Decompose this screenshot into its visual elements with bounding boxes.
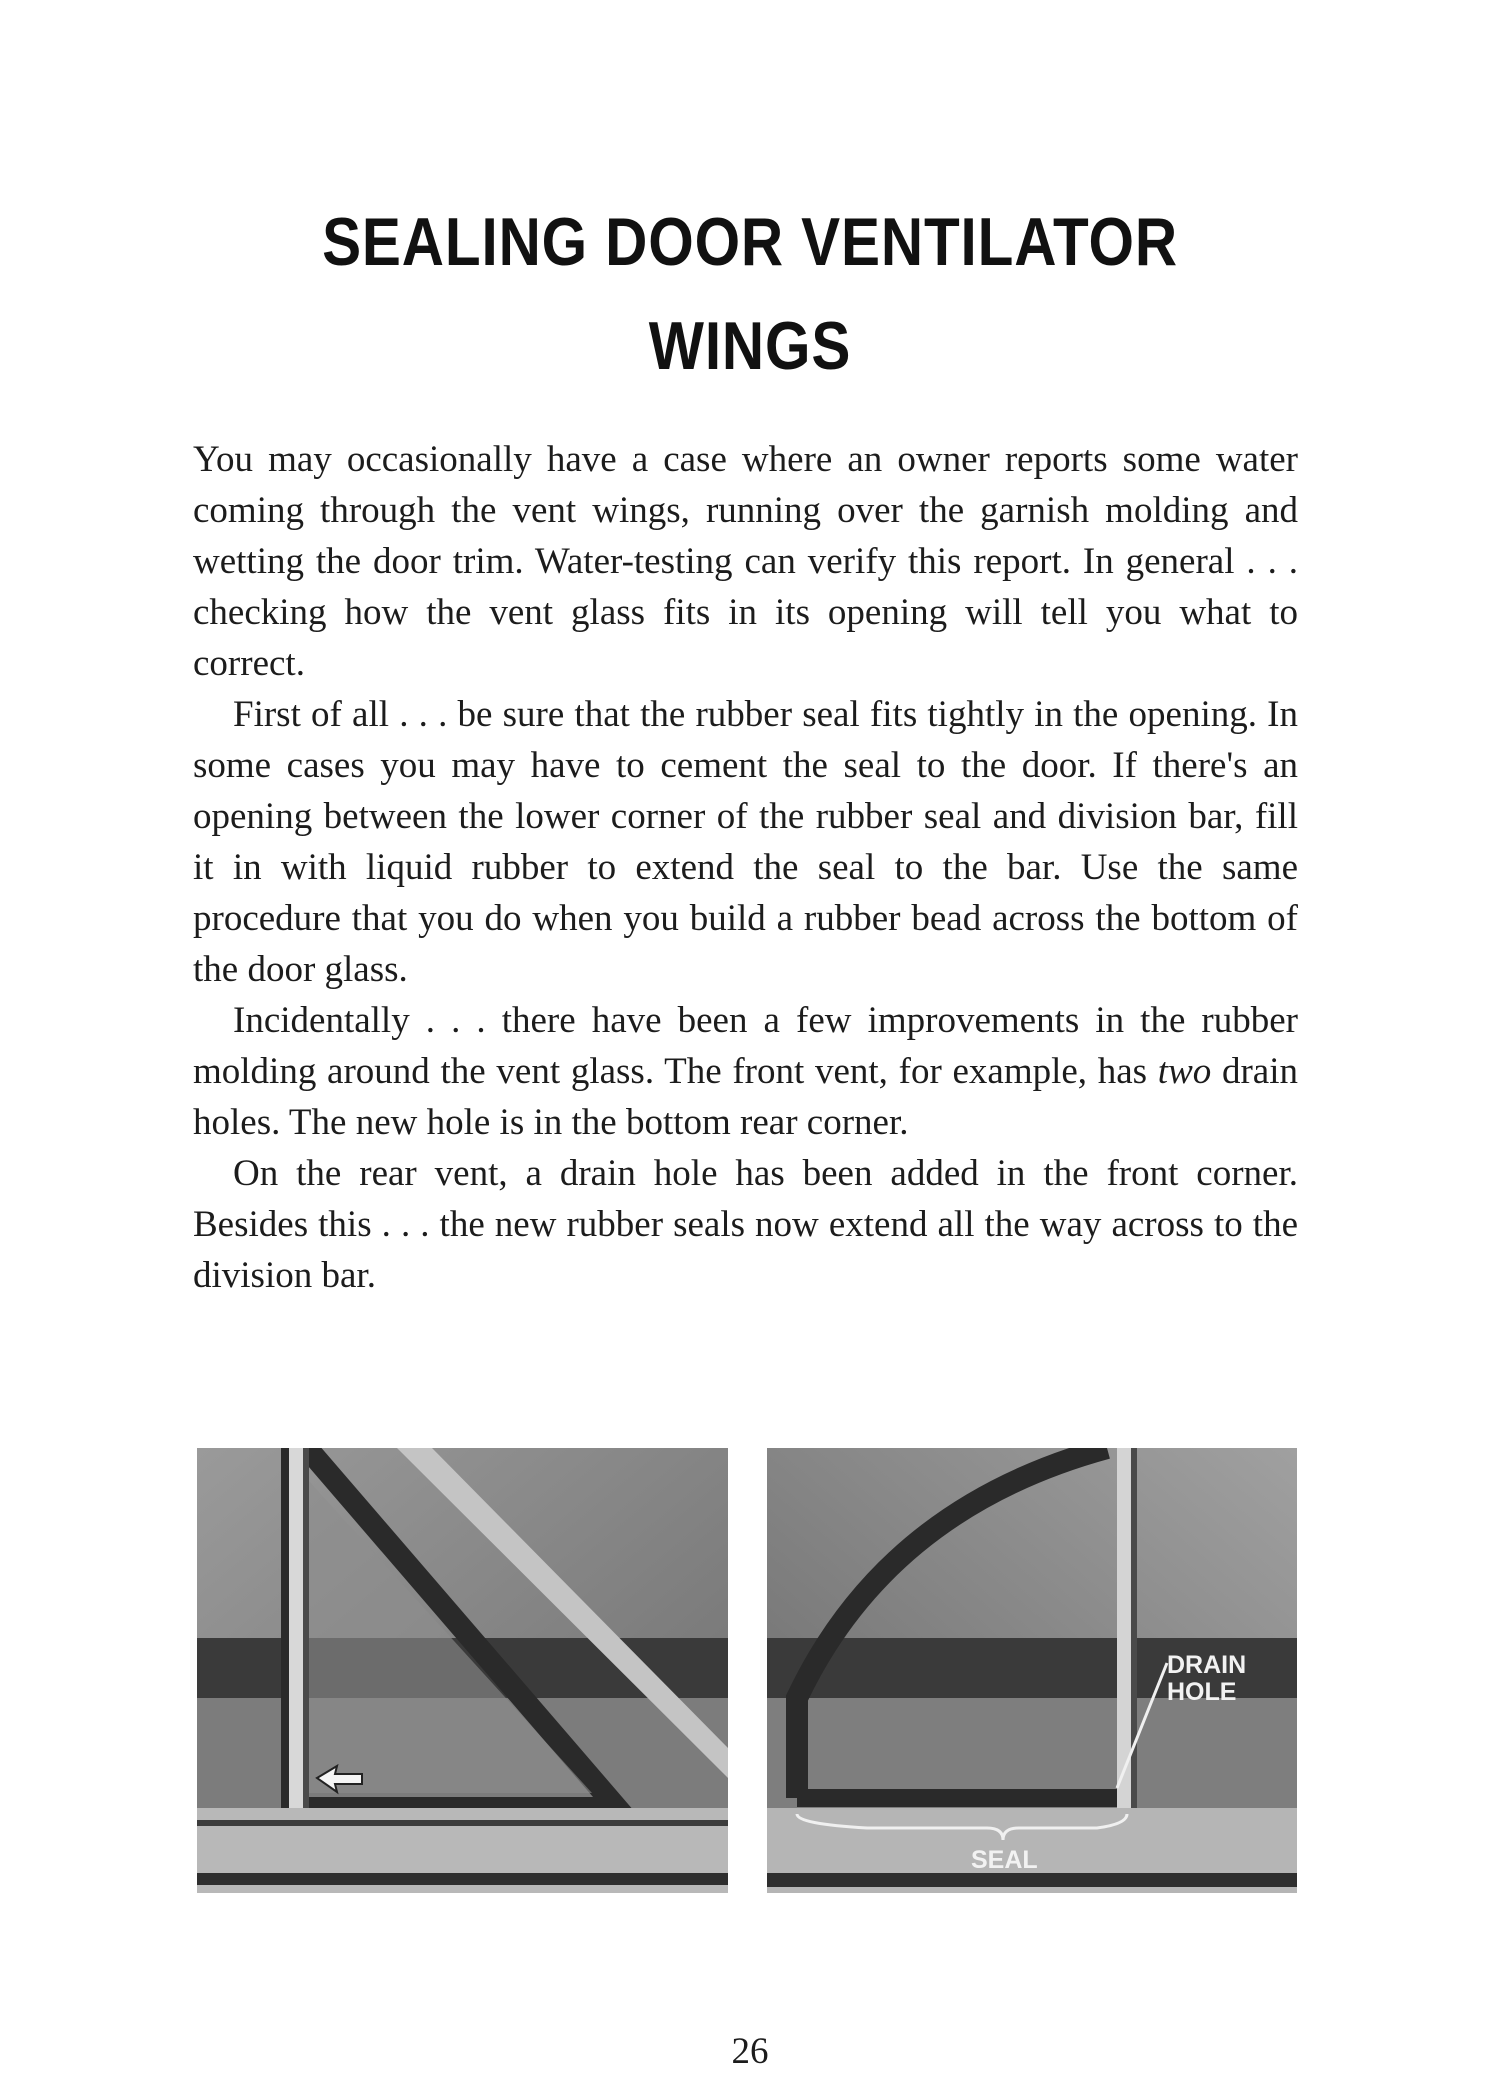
page-title <box>105 190 1395 398</box>
paragraph-2: First of all . . . be sure that the rubber seal fits tightly in the opening. In some cases you may have to cement the seal to the door. If there's an opening between the lower corner of the rubber seal and division bar, fill it in with liquid rubber to extend the seal to the bar. Use the same procedure that you do when you build a rubber bead across the bottom of the door glass. <box>193 694 1298 990</box>
paragraph-3-before: Incidentally . . . there have been a few improvements in the rubber molding around the vent glass. The front vent, for example, has <box>193 1000 1298 1092</box>
article-body <box>193 434 1298 1301</box>
paragraph-4: On the rear vent, a drain hole has been added in the front corner. Besides this . . . the new rubber seals now extend all the way across to the division bar. <box>193 1153 1298 1296</box>
front-vent-photo <box>197 1448 728 1893</box>
paragraph-3 <box>193 995 1298 1148</box>
drain-hole-label-line-1: DRAIN <box>1167 1651 1247 1679</box>
paragraph-3-after: drain holes. The new hole is in the bottom rear corner. <box>193 1051 1298 1143</box>
paragraph-1: You may occasionally have a case where an owner reports some water coming through the vent wings, running over the garnish molding and wetting the door trim. Water-testing can verify this report. In general . . . checking how the vent glass fits in its opening will tell you what to correct. <box>193 439 1298 684</box>
page-number: 26 <box>731 2031 769 2072</box>
drain-hole-label-line-2: HOLE <box>1167 1678 1237 1706</box>
seal-label: SEAL <box>971 1846 1038 1874</box>
title-line-1: SEALING DOOR VENTILATOR <box>322 204 1178 280</box>
rear-vent-photo <box>767 1448 1297 1893</box>
paragraph-3-emphasis: two <box>1157 1051 1212 1092</box>
title-line-2: WINGS <box>648 308 852 384</box>
